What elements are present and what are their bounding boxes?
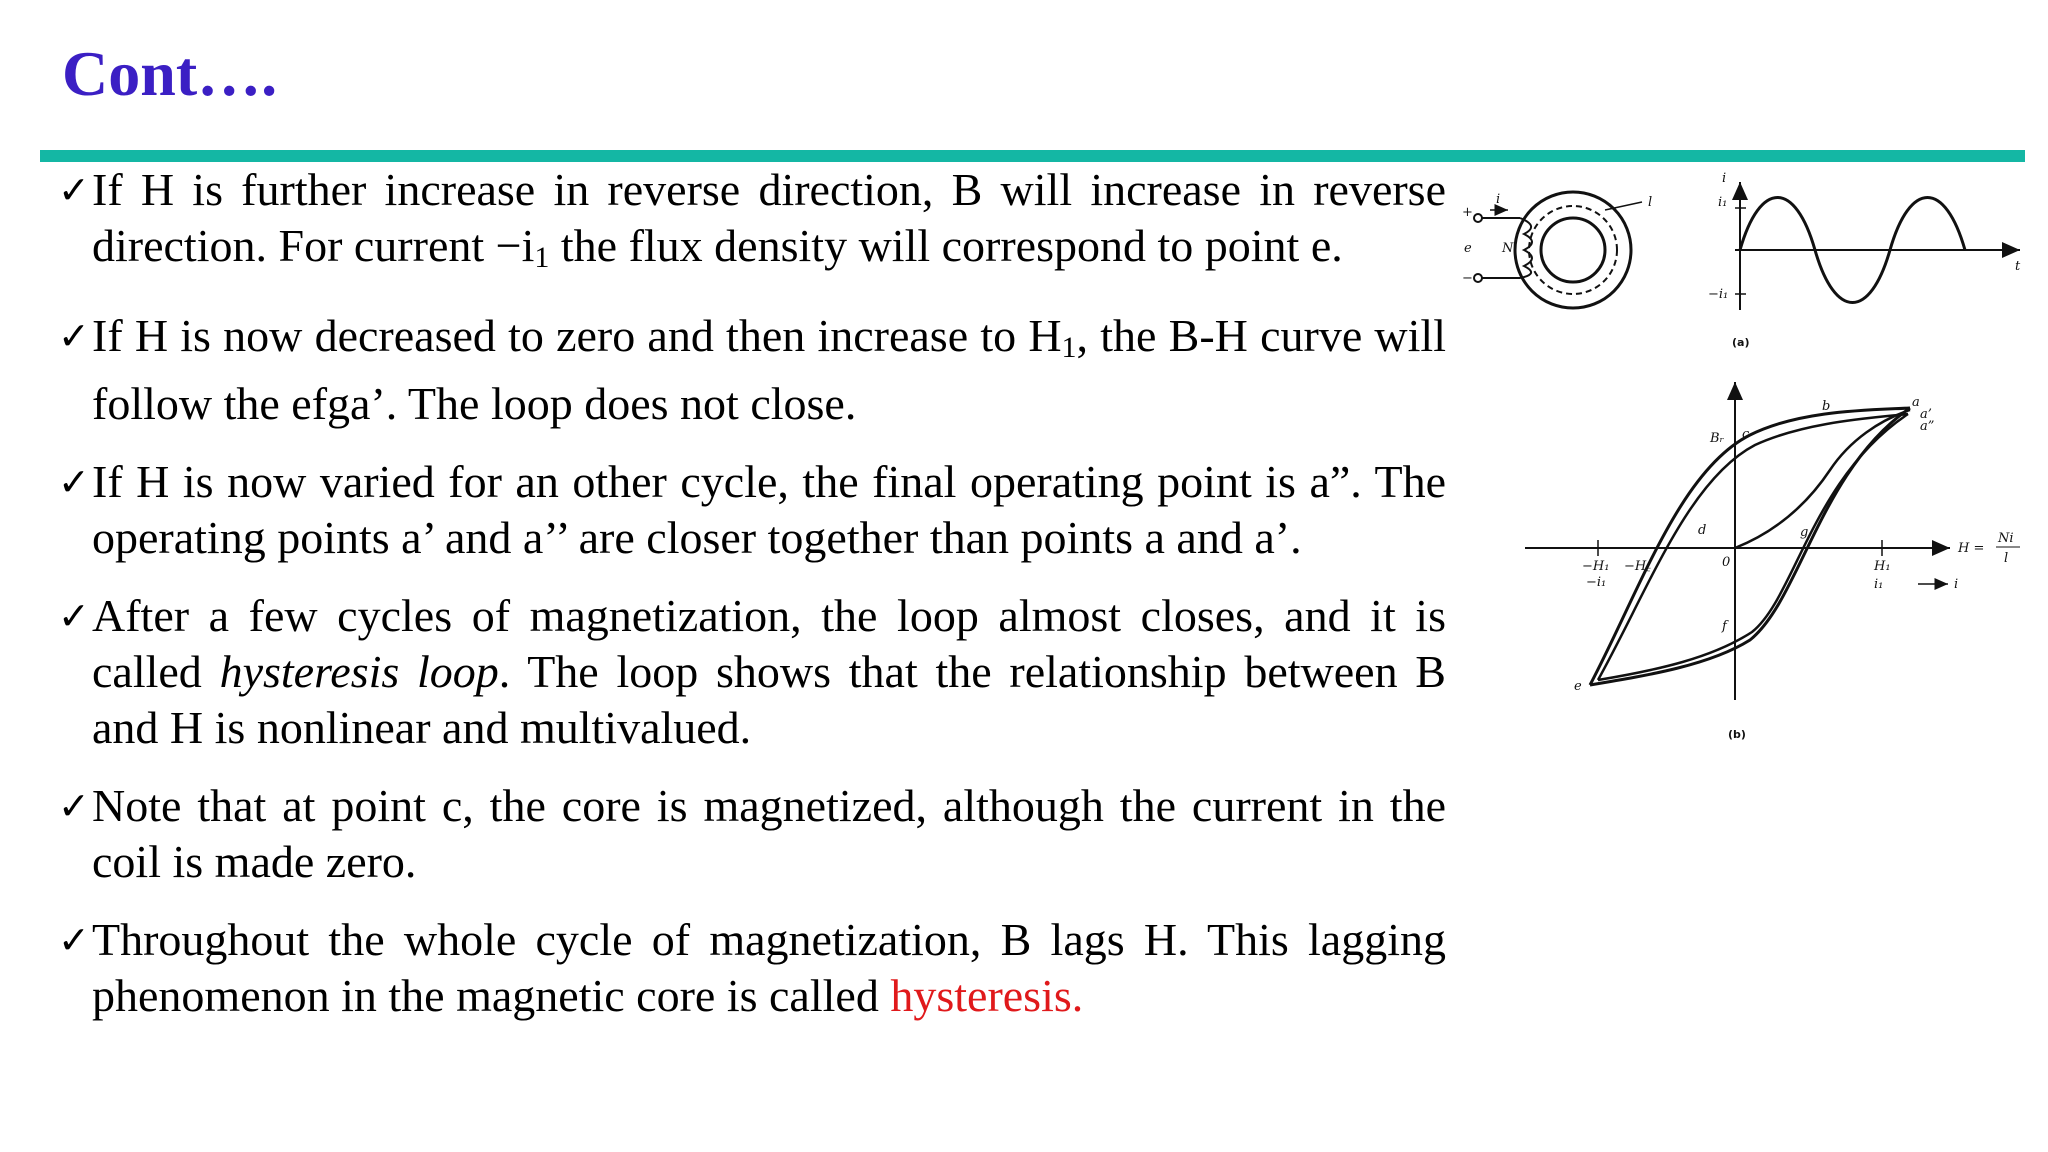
bullet-text: the flux density will correspond to point e. — [549, 220, 1343, 271]
checkmark-icon: ✓ — [58, 784, 90, 828]
bullet-text: Note that at point c, the core is magnetized, although the current in the coil is made zero. — [92, 780, 1446, 887]
minus-label: − — [1462, 271, 1473, 286]
point-g-label: g — [1800, 525, 1809, 540]
voltage-label: e — [1464, 241, 1472, 256]
point-b-label: b — [1822, 399, 1831, 414]
current-label: i — [1496, 192, 1501, 207]
point-a-double-label: a” — [1920, 419, 1935, 434]
checkmark-icon: ✓ — [58, 460, 90, 504]
toroid-outer — [1515, 192, 1631, 308]
point-a-prime-label: a’ — [1920, 407, 1932, 422]
bullet-item — [54, 454, 1446, 566]
toroid-circuit — [1462, 192, 1652, 308]
neg-hc-label: −H꜀ — [1624, 559, 1651, 574]
i-axis-label: i — [1954, 577, 1959, 592]
l-label: l — [2004, 551, 2009, 566]
bullet-text: Throughout the whole cycle of magnetization, B lags H. This lagging phenomenon in the magnetic core is called — [92, 914, 1446, 1021]
bullet-item — [54, 778, 1446, 890]
bullet-text: If H is now varied for an other cycle, the final operating point is a”. The operating points a’ and a’’ are closer together than points a and a’. — [92, 456, 1446, 563]
bullet-item — [54, 308, 1446, 432]
waveform-neg-peak-label: −i₁ — [1708, 287, 1729, 302]
bullet-item — [54, 912, 1446, 1024]
coil-winding — [1520, 218, 1532, 278]
emphasis-term: hysteresis loop — [219, 646, 499, 697]
point-e-label: e — [1574, 679, 1582, 694]
hysteresis-loop — [1525, 382, 2020, 741]
math-current: −i — [495, 220, 535, 271]
terminal-bottom — [1474, 274, 1482, 282]
hysteresis-figure-svg — [1450, 170, 2040, 770]
math-subscript: 1 — [534, 241, 550, 274]
length-label: l — [1648, 195, 1653, 210]
caption-b: (b) — [1728, 728, 1746, 741]
loop-upper-branch — [1590, 408, 1910, 685]
plus-label: + — [1462, 205, 1473, 220]
terminal-top — [1474, 214, 1482, 222]
waveform-pos-peak-label: i₁ — [1718, 195, 1728, 210]
point-a-label: a — [1912, 395, 1920, 410]
bullet-text: If H is now decreased to zero and then increase to H — [92, 310, 1062, 361]
i1-label: i₁ — [1874, 577, 1884, 592]
neg-h1-label: −H₁ — [1582, 559, 1610, 574]
bullet-text: If H is further increase in reverse direction, B will increase in reverse direction. For current — [92, 164, 1446, 271]
bullet-text: . The loop shows that the relationship between B and H is nonlinear and multivalued. — [92, 646, 1446, 753]
waveform-axis-label: i — [1722, 171, 1727, 186]
slide-title: Cont…. — [62, 38, 278, 109]
loop-lower-branch — [1590, 408, 1910, 685]
bullet-text: , the B-H curve will follow the efga’. The loop does not close. — [92, 310, 1446, 429]
point-f-label: f — [1722, 619, 1727, 634]
waveform-time-label: t — [2015, 259, 2021, 274]
checkmark-icon: ✓ — [58, 314, 90, 358]
h1-label: H₁ — [1874, 559, 1891, 574]
bullet-item — [54, 162, 1446, 286]
point-d-label: d — [1698, 523, 1707, 538]
origin-label: 0 — [1722, 555, 1731, 570]
highlight-term: hysteresis. — [890, 970, 1084, 1021]
checkmark-icon: ✓ — [58, 594, 90, 638]
bullet-item — [54, 588, 1446, 756]
caption-a: (a) — [1732, 336, 1750, 349]
turns-label: N — [1502, 241, 1514, 256]
bullet-text: After a few cycles of magnetization, the loop almost closes, and it is called — [92, 590, 1446, 697]
bullet-list — [54, 162, 1446, 1046]
title-divider — [40, 150, 2025, 162]
math-subscript: 1 — [1061, 331, 1077, 364]
toroid-inner — [1541, 218, 1605, 282]
current-waveform — [1708, 171, 2021, 349]
h-axis-label: H = — [1958, 541, 1985, 556]
checkmark-icon: ✓ — [58, 168, 90, 212]
checkmark-icon: ✓ — [58, 918, 90, 962]
neg-i1-label: −i₁ — [1586, 575, 1607, 590]
ni-label: Ni — [1998, 531, 2014, 546]
br-label: Bᵣ — [1710, 431, 1725, 446]
hysteresis-figure — [1450, 170, 2040, 770]
point-c-label: c — [1742, 427, 1750, 442]
